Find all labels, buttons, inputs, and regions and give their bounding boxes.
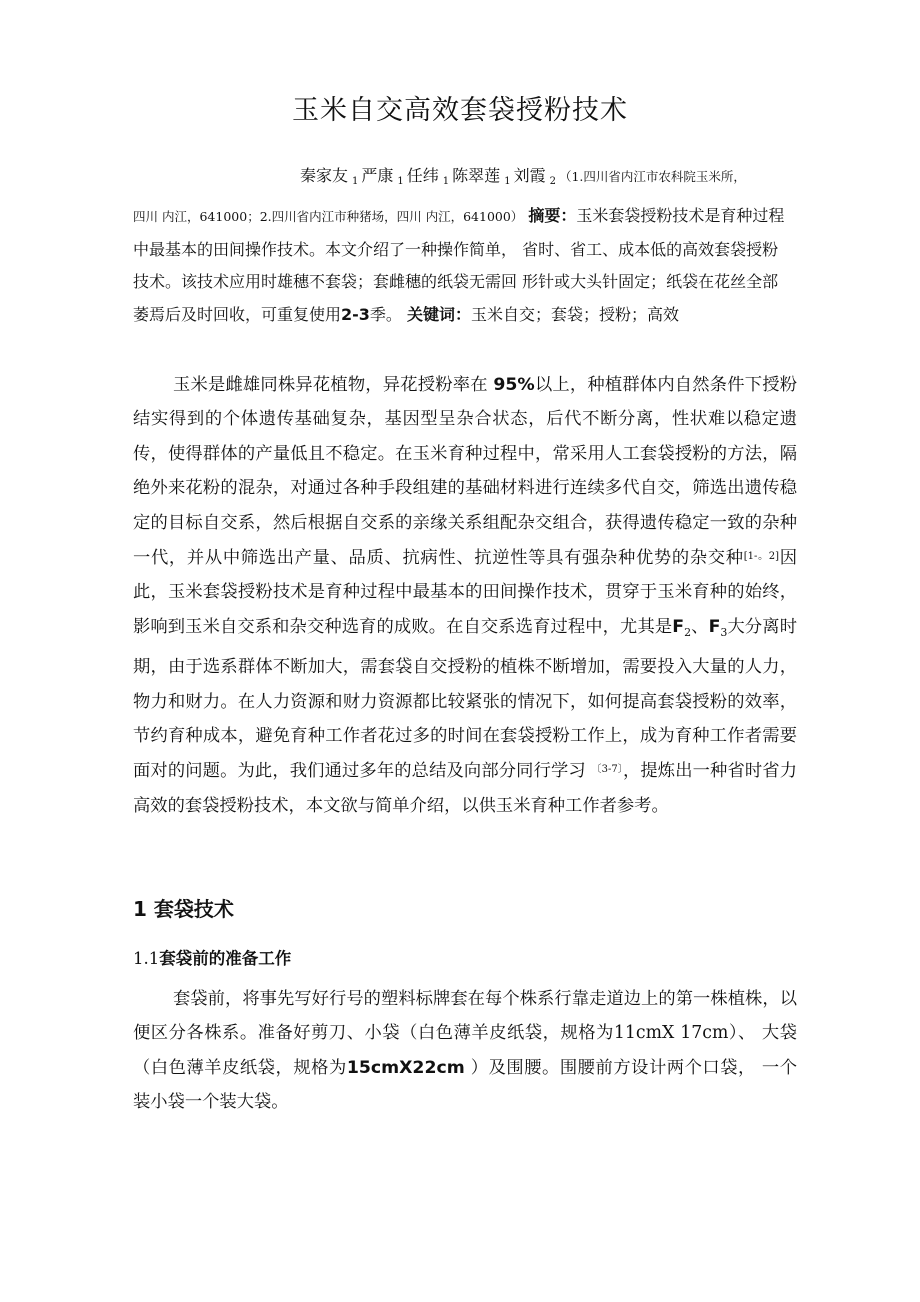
abstract-label: 摘要： (528, 206, 577, 225)
author-name: 秦家友 (300, 166, 349, 185)
keywords-label: 关键词： (407, 304, 472, 324)
intro-paragraph (133, 368, 797, 823)
paragraph-text: ）及围腰。围腰前方设计两个口袋， 一个装小袋一个装大袋。 (133, 1057, 797, 1113)
keywords-text: 玉米自交；套袋；授粉；高效 (471, 304, 680, 324)
paragraph-text: 以上，种植群体内自然条件下授粉结实得到的个体遗传基础复杂，基因型呈杂合状态，后代不断分离，性状难以稳定遗传，使得群体的产量低且不稳定。在玉米育种过程中，常采用人工套袋授粉的方法，隔绝外来花粉的混杂，对通过各种手段组建的基础材料进行连续多代自交，筛选出遗传稳定的目标自交系，然后根据自交系的亲缘关系组配杂交组合，获得遗传稳定一致的杂种一代，并从中筛选出产量、品质、抗病性、抗逆性等具有强杂种优势的杂交种 (133, 375, 797, 569)
affiliation-text: （1.四川省内江市农科院玉米所， (558, 169, 746, 184)
author-name: 严康 (361, 166, 394, 185)
paragraph-text: ，提炼出一种省时省力高效的套袋授粉技术，本文欲与简单介绍，以供玉米育种工作者参考。 (133, 761, 797, 816)
generation-index: 3 (720, 625, 728, 639)
affiliation-index: 2 (549, 176, 556, 187)
abstract-text: 玉米套袋授粉技术是育种过程中最基本的田间操作技术。本文介绍了一种操作简单， 省时、省工、成本低的高效套袋授粉技术。该技术应用时雄穗不套袋；套雌穗的纸袋无需回 形针或大头针固定；纸袋在花丝全部萎焉后及时回收，可重复使用 (133, 206, 785, 324)
document-title: 玉米自交高效套袋授粉技术 (292, 95, 628, 126)
subsection-number: 1.1 (133, 949, 160, 968)
author-name: 陈翠莲 (452, 166, 501, 185)
paragraph-text: 套袋前，将事先写好行号的塑料标牌套在每个株系行靠走道边上的第一株植株，以便区分各株系。准备好剪刀、小袋（白色薄羊皮纸袋，规格为 (133, 989, 797, 1044)
body-paragraph (133, 982, 797, 1120)
paragraph-text: 玉米是雌雄同株异花植物，异花授粉率在 (173, 375, 494, 395)
affiliation-text: 四川 内江，641000；2.四川省内江市种猪场，四川 内江，641000） (133, 209, 524, 224)
rate-value: 95% (493, 375, 535, 395)
author-name: 刘霞 (513, 166, 546, 185)
generation-f: F (672, 616, 685, 637)
small-bag-size: 11cmX 17cm (613, 1023, 729, 1044)
subsection-heading (133, 945, 291, 969)
affiliation-index: 1 (352, 176, 359, 187)
abstract-text-end: 季。 (369, 304, 402, 324)
author-name: 任纬 (406, 166, 439, 185)
citation-ref: 〔3-7〕 (591, 764, 623, 776)
separator: 、 (691, 616, 709, 637)
paragraph-text: 因此，玉米套袋授粉技术是育种过程中最基本的田间操作技术，贯穿于玉米育种的始终，影响到玉米自交系和杂交种选育的成败。在自交系选育过程中，尤其是 (133, 548, 797, 637)
subsection-title: 套袋前的准备工作 (159, 949, 292, 968)
large-bag-size: 15cmX22cm (346, 1057, 465, 1078)
generation-index: 2 (684, 625, 692, 639)
affiliation-index: 1 (504, 176, 511, 187)
citation-ref: [1-。2] (743, 551, 780, 563)
affiliation-index: 1 (442, 176, 450, 187)
paragraph-text: ）、 大袋（白色薄羊皮纸袋，规格为 (133, 1023, 797, 1078)
abstract-block (133, 200, 788, 331)
reuse-count: 2-3 (341, 304, 370, 324)
affiliation-index: 1 (397, 176, 404, 187)
paragraph-text: 大分离时期，由于选系群体不断加大，需套袋自交授粉的植株不断增加，需要投入大量的人力，物力和财力。在人力资源和财力资源都比较紧张的情况下，如何提高套袋授粉的效率，节约育种成本，避免育种工作者花过多的时间在套袋授粉工作上，成为育种工作者需要面对的问题。为此，我们通过多年的总结及向部分同行学习 (133, 616, 797, 782)
generation-f: F (708, 616, 721, 637)
section-heading: 1 套袋技术 (133, 897, 234, 921)
author-line (300, 163, 800, 187)
